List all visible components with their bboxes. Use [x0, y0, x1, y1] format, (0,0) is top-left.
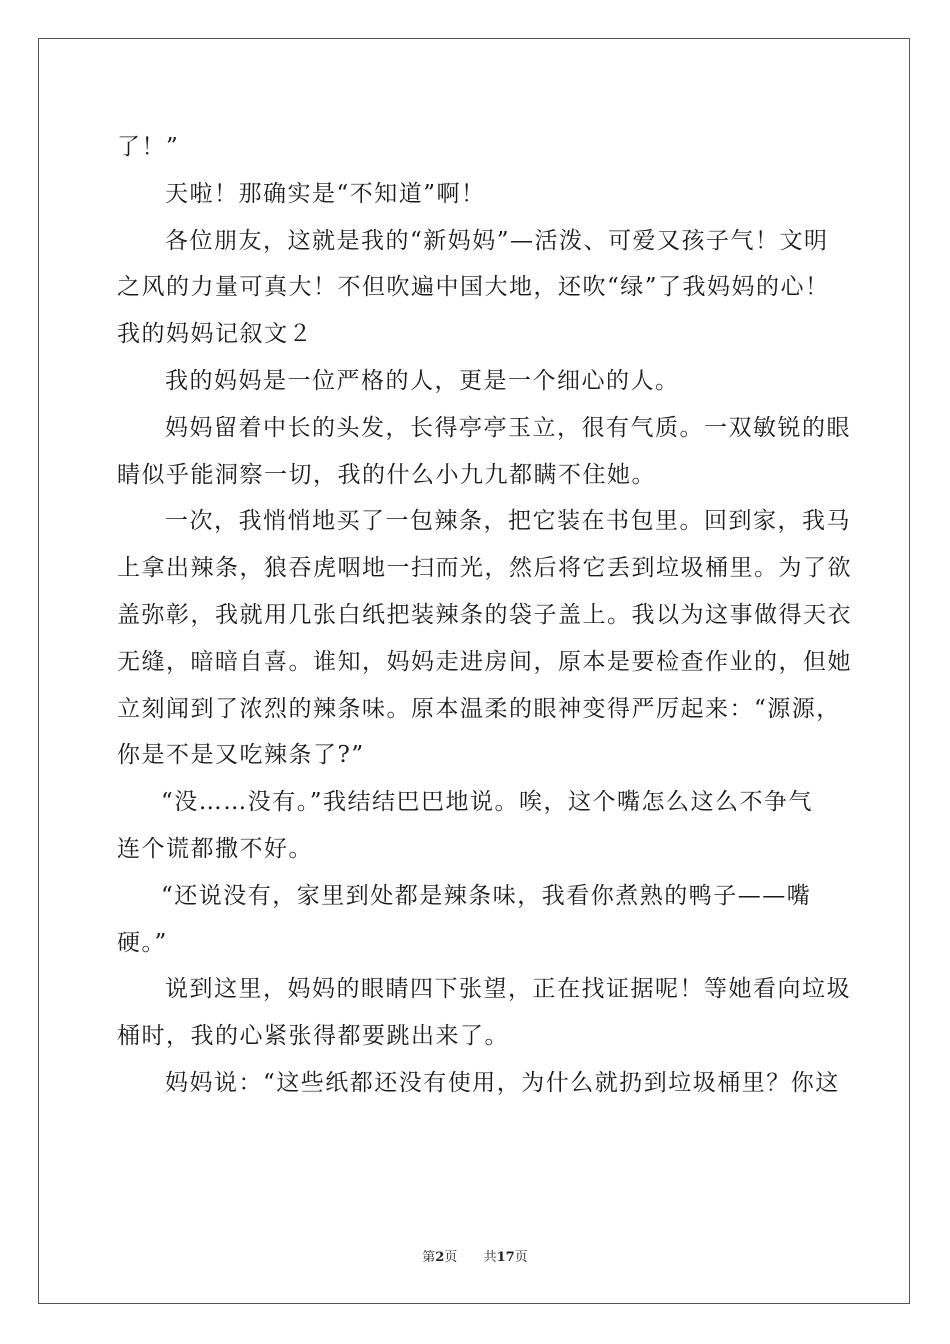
text-line: 盖弥彰，我就用几张白纸把装辣条的袋子盖上。我以为这事做得天衣 [117, 601, 852, 628]
text-line: 连个谎都撒不好。 [117, 835, 313, 862]
page-footer [0, 1246, 950, 1265]
paragraph-line: 妈妈说：“这些纸都还没有使用，为什么就扔到垃圾桶里？你这 [165, 1069, 840, 1096]
text-line: 之风的力量可真大！不但吹遍中国大地，还吹“绿”了我妈妈的心！ [117, 274, 830, 301]
page-number: 2 [435, 1250, 445, 1265]
page-unit: 页 [444, 1250, 458, 1265]
text-line: 你是不是又吃辣条了?” [117, 742, 365, 769]
page-prefix: 第 [422, 1250, 436, 1265]
paragraph-line: 天啦！那确实是“不知道”啊！ [165, 180, 486, 207]
total-prefix: 共 [483, 1250, 497, 1265]
paragraph-line: “没……没有。”我结结巴巴地说。唉，这个嘴怎么这么不争气 [161, 789, 814, 816]
paragraph-line: 我的妈妈是一位严格的人，更是一个细心的人。 [165, 367, 680, 394]
section-heading: 我的妈妈记叙文２ [117, 321, 313, 348]
total-unit: 页 [514, 1250, 528, 1265]
paragraph-line: “还说没有，家里到处都是辣条味，我看你煮熟的鸭子——嘴 [161, 882, 812, 909]
paragraph-line: 说到这里，妈妈的眼睛四下张望，正在找证据呢！等她看向垃圾 [165, 976, 851, 1003]
document-body [117, 124, 852, 1107]
page-total: 17 [496, 1250, 515, 1265]
paragraph-line: 妈妈留着中长的头发，长得亭亭玉立，很有气质。一双敏锐的眼 [165, 414, 851, 441]
text-line: 上拿出辣条，狼吞虎咽地一扫而光，然后将它丢到垃圾桶里。为了欲 [117, 555, 852, 582]
text-line: 无缝，暗暗自喜。谁知，妈妈走进房间，原本是要检查作业的，但她 [117, 648, 852, 675]
text-line: 立刻闻到了浓烈的辣条味。原本温柔的眼神变得严厉起来：“源源， [117, 695, 841, 722]
paragraph-line: 各位朋友，这就是我的“新妈妈”—活泼、可爱又孩子气！文明 [165, 227, 829, 254]
paragraph-line: 一次，我悄悄地买了一包辣条，把它装在书包里。回到家，我马 [165, 508, 851, 535]
text-line: 桶时，我的心紧张得都要跳出来了。 [117, 1023, 509, 1050]
text-line: 睛似乎能洞察一切，我的什么小九九都瞒不住她。 [117, 461, 656, 488]
text-line: 硬。” [117, 929, 168, 956]
text-line: 了！” [117, 134, 180, 160]
